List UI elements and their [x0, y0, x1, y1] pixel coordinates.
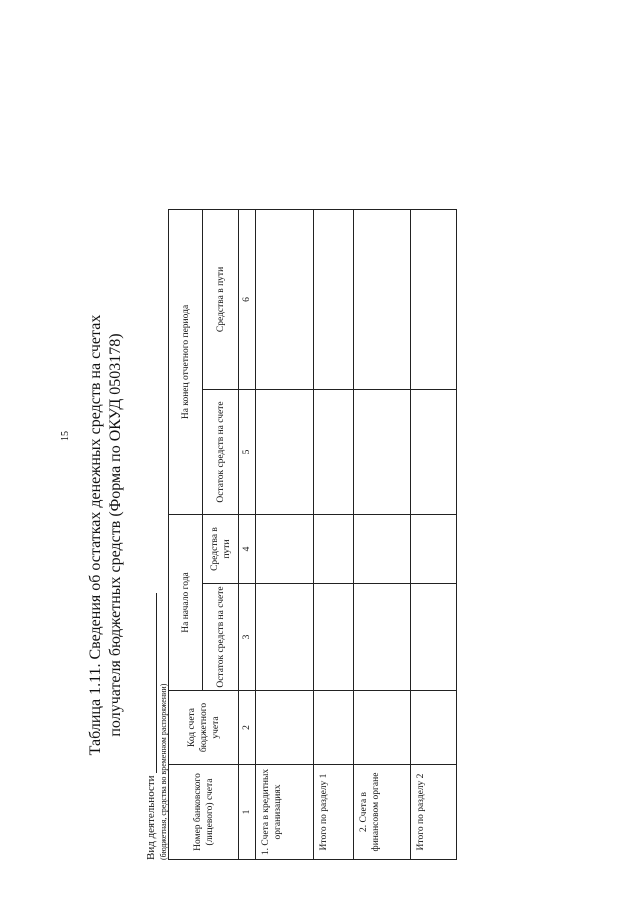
table-cell — [256, 584, 314, 691]
row-label: Итого по разделу 1 — [314, 765, 354, 860]
header-start-in-transit: Средства в пути — [203, 514, 239, 583]
table-cell — [256, 389, 314, 514]
row-label: Итого по разделу 2 — [411, 765, 457, 860]
table-cell — [354, 691, 411, 765]
table-row — [314, 209, 354, 859]
title-line-1: Таблица 1.11. Сведения об остатках денежных средств на счетах — [87, 314, 104, 756]
table-cell — [314, 584, 354, 691]
row-label: 2. Счета в финансовом органе — [354, 765, 411, 860]
header-end-in-transit: Средства в пути — [203, 209, 239, 389]
column-number: 4 — [239, 514, 256, 583]
row-label: 1. Счета в кредитных организациях — [256, 765, 314, 860]
table-cell — [354, 514, 411, 583]
table-cell — [314, 691, 354, 765]
table-cell — [411, 209, 457, 389]
table-cell — [411, 514, 457, 583]
table-cell — [256, 691, 314, 765]
table-row — [354, 209, 411, 859]
column-number: 1 — [239, 765, 256, 860]
column-number: 5 — [239, 389, 256, 514]
header-end-balance: Остаток средств на счете — [203, 389, 239, 514]
balances-table — [168, 209, 457, 860]
document-title — [86, 210, 126, 860]
page-number: 15 — [60, 431, 71, 441]
header-budget-code: Код счета бюджетного учета — [169, 691, 239, 765]
activity-note: (бюджетная, средства во временном распоряжении) — [159, 683, 168, 860]
column-number: 6 — [239, 209, 256, 389]
activity-fill-line — [146, 593, 157, 773]
column-numbers-row — [239, 209, 256, 859]
table-cell — [314, 389, 354, 514]
header-start-balance: Остаток средств на счете — [203, 584, 239, 691]
column-number: 2 — [239, 691, 256, 765]
table-cell — [354, 209, 411, 389]
header-end-of-period: На конец отчетного периода — [169, 209, 203, 514]
header-row-1 — [169, 209, 203, 859]
activity-type — [145, 593, 157, 860]
table-cell — [411, 691, 457, 765]
table-cell — [314, 514, 354, 583]
table-cell — [314, 209, 354, 389]
table-cell — [256, 209, 314, 389]
activity-label: Вид деятельности — [145, 775, 157, 860]
header-start-of-year: На начало года — [169, 514, 203, 690]
table-row — [256, 209, 314, 859]
column-number: 3 — [239, 584, 256, 691]
title-line-2: получателя бюджетных средств (Форма по ОКУД 0503178) — [107, 333, 124, 737]
table-cell — [411, 389, 457, 514]
table-row — [411, 209, 457, 859]
table-cell — [354, 389, 411, 514]
rotated-document — [86, 210, 556, 860]
table-cell — [354, 584, 411, 691]
table-cell — [256, 514, 314, 583]
header-account-number: Номер банковского (лицевого) счета — [169, 765, 239, 860]
table-cell — [411, 584, 457, 691]
